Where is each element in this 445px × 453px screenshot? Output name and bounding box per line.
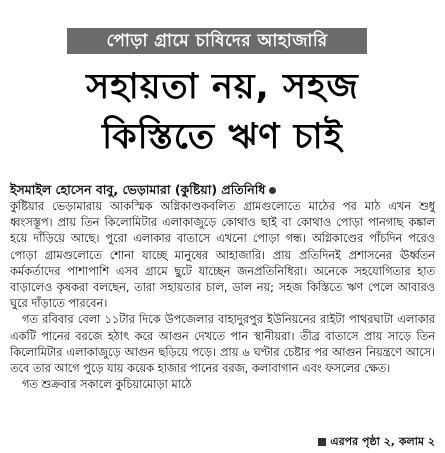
paragraph-1: কুষ্টিয়ার ভেড়ামারায় আকস্মিক অগ্নিকাণ্ডকবলিত গ্রামগুলোতে মাঠের পর মাঠ এখন শুধু ধ্বংসস্তূপ। প্রায় তিন কিলোমিটার এলাকাজুড়ে কোথাও ছাই বা কোথাও পোড়া পানগাছ কঙ্কাল হয়ে দাঁড়িয়ে আছে। পুরো এলাকার বাতাসে এখনো পোড়া গন্ধ। অগ্নিকাণ্ডের পাঁচদিন পরেও পোড়া গ্রামগুলোতে শোনা যাচ্ছে মানুষের আহাজারি। প্রায় প্রতিদিনই প্রশাসনের ঊর্ধ্বতন কর্মকর্তাদের পাশাপাশি এসব গ্রামে ছুটে যাচ্ছেন জনপ্রতিনিধিরা। অনেকে সহযোগিতার হাত বাড়ালেও কৃষকরা বলছেন, তারা সহায়তার চাল, ডাল নয়; সহজ কিস্তিতে ঋণ পেলে আবারও ঘুরে দাঁড়াতে পারবেন।: [10, 200, 435, 311]
article-body: [10, 199, 435, 393]
byline: [10, 180, 435, 200]
headline-line-1: সহায়তা নয়, সহজ: [86, 67, 359, 107]
kicker-banner: পোড়া গ্রামে চাষিদের আহাজারি: [67, 28, 367, 54]
continued-jump-line: [312, 434, 435, 450]
paragraph-3: গত শুক্রবার সকালে কুচিয়ামোড়া মাঠে: [22, 378, 192, 392]
headline-line-2: কিস্তিতে ঋণ চাই: [102, 117, 343, 157]
square-bullet-icon: [318, 438, 326, 446]
bullet-icon: [269, 187, 276, 194]
jump-text: এরপর পৃষ্ঠা ২, কলাম ২: [330, 435, 435, 448]
kicker-area: [0, 0, 445, 62]
paragraph-2: গত রবিবার বেলা ১১টার দিকে উপজেলার বাহাদুরপুর ইউনিয়নের রাইটা পাথরঘাটা এলাকার একটি পানের বরজে হঠাৎ করে আগুন দেখতে পান স্থানীয়রা। তীব্র বাতাসে প্রায় সাড়ে তিন কিলোমিটার এলাকাজুড়ে আগুন ছড়িয়ে পড়ে। প্রায় ৬ ঘণ্টার চেষ্টার পর আগুন নিয়ন্ত্রণে আসে। তবে তার আগে পুড়ে যায় কয়েক হাজার পানের বরজ, কলাবাগান এবং ফসলের ক্ষেত।: [10, 313, 435, 376]
byline-text: ইসমাইল হোসেন বাবু, ভেড়ামারা (কুষ্টিয়া) প্রতিনিধি: [10, 182, 266, 197]
headline: [0, 62, 445, 162]
